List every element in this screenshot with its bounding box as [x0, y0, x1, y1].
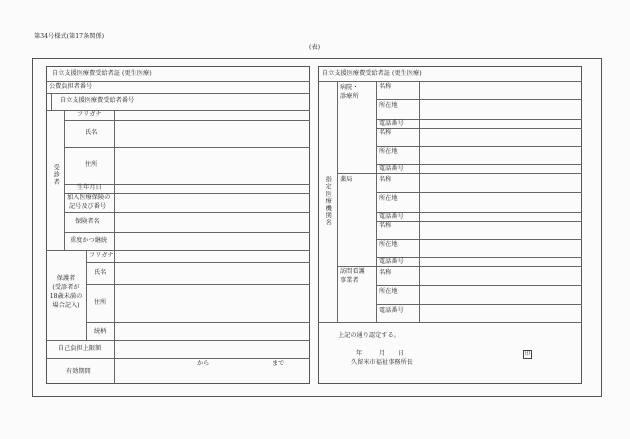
field-location-label: 所在地	[379, 288, 398, 295]
field-phone-label: 電話番号	[379, 120, 404, 127]
field-phone-label: 電話番号	[379, 307, 404, 314]
guardian-label-line4: 場合記入)	[52, 302, 80, 309]
hospital-label-line1: 病院・	[340, 84, 359, 91]
copay-limit-label: 自己負担上限額	[58, 345, 102, 352]
recipient-number-label: 自立支援医療費受給者番号	[60, 97, 135, 104]
left-title: 自立支援医療費受給者証 (更生医療)	[52, 70, 152, 77]
visiting-nurse-label-line1: 訪問看護	[340, 268, 365, 275]
severe-continuous-label: 重度かつ継続	[70, 237, 108, 244]
furigana-label: フリガナ	[77, 111, 102, 118]
field-location-label: 所在地	[379, 102, 398, 109]
guardian-address-label: 住所	[94, 299, 107, 306]
insurance-symbol-label-line1: 加入医療保険の	[67, 194, 111, 201]
date-year-label: 年	[356, 350, 363, 357]
field-name-label: 名称	[379, 129, 392, 136]
guardian-label-line2: (受診者が	[52, 284, 80, 291]
public-payer-number-label: 公費負担者番号	[49, 83, 93, 90]
guardian-label-line3: 18歳未満の	[49, 293, 83, 300]
field-name-label: 名称	[379, 176, 392, 183]
office-head-label: 久留米市福祉事務所長	[351, 359, 413, 366]
field-location-label: 所在地	[379, 148, 398, 155]
guardian-label-line1: 保護者	[56, 275, 76, 282]
name-label: 氏名	[85, 129, 98, 136]
guardian-furigana-label: フリガナ	[89, 252, 114, 259]
patient-group-label: 受診者	[52, 164, 60, 186]
field-name-label: 名称	[379, 83, 392, 90]
date-month-label: 月	[379, 350, 386, 357]
insured-person-label: 保険者名	[75, 218, 100, 225]
hospital-label-line2: 診療所	[340, 93, 359, 100]
certified-text: 上記の通り認定する。	[338, 332, 400, 339]
birthdate-label: 生年月日	[77, 184, 102, 191]
right-title: 自立支援医療費受給者証 (更生医療)	[322, 70, 422, 77]
field-name-label: 名称	[379, 222, 392, 229]
form-number: 第34号様式(第17条関係)	[34, 33, 105, 40]
page-side-label: (表)	[309, 44, 321, 51]
address-label: 住所	[85, 161, 98, 168]
relationship-label: 続柄	[94, 328, 107, 335]
field-phone-label: 電話番号	[379, 258, 404, 265]
seal-stamp: 印	[524, 351, 530, 357]
field-phone-label: 電話番号	[379, 165, 404, 172]
field-location-label: 所在地	[379, 195, 398, 202]
designated-institution-label: 指定医療機関名	[324, 176, 332, 227]
field-location-label: 所在地	[379, 241, 398, 248]
visiting-nurse-label-line2: 事業者	[340, 277, 359, 284]
valid-from-label: から	[197, 360, 210, 367]
valid-until-label: まで	[272, 360, 285, 367]
date-day-label: 日	[398, 350, 405, 357]
valid-period-label: 有効期間	[66, 368, 91, 375]
pharmacy-label: 薬局	[340, 176, 353, 183]
field-phone-label: 電話番号	[379, 213, 404, 220]
guardian-name-label: 氏名	[94, 269, 107, 276]
insurance-symbol-label-line2: 記号及び番号	[69, 203, 107, 210]
field-name-label: 名称	[379, 269, 392, 276]
